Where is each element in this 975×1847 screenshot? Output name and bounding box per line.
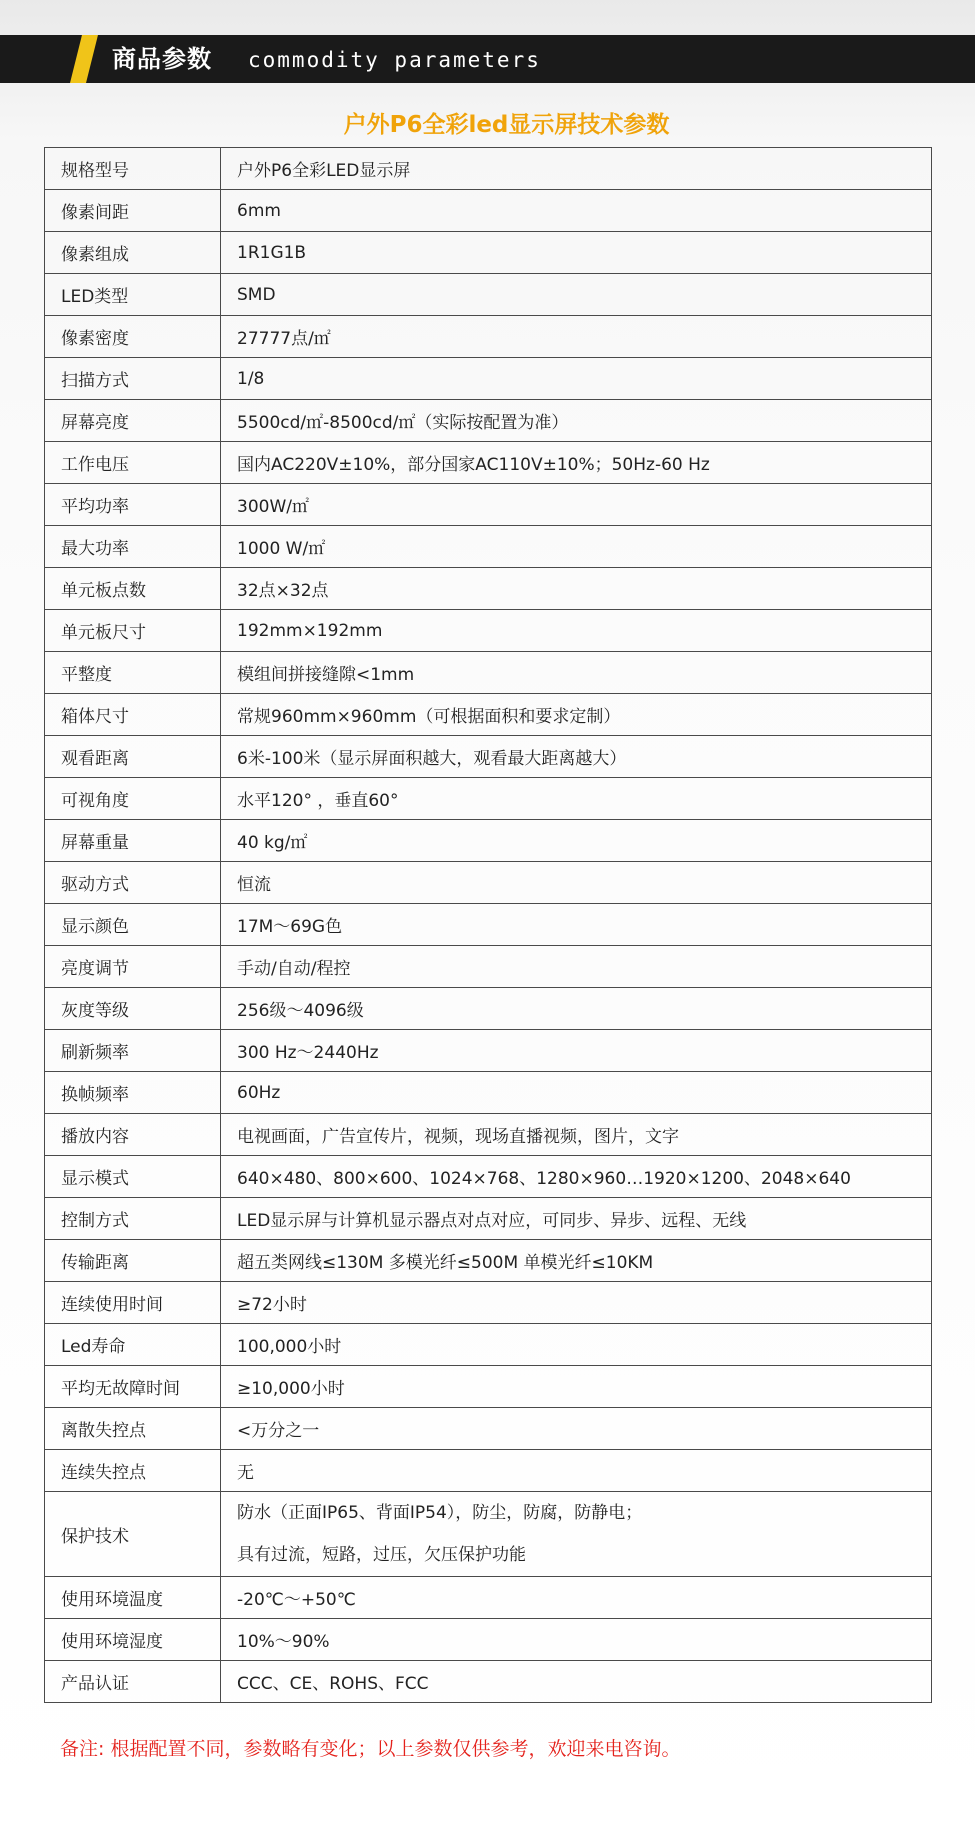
- spec-label: 连续使用时间: [45, 1282, 221, 1324]
- spec-label: 离散失控点: [45, 1408, 221, 1450]
- spec-label: 观看距离: [45, 736, 221, 778]
- spec-value: SMD: [221, 274, 932, 316]
- spec-label: 平均无故障时间: [45, 1366, 221, 1408]
- spec-label: 连续失控点: [45, 1450, 221, 1492]
- table-row: [45, 946, 932, 988]
- spec-value: 300W/㎡: [221, 484, 932, 526]
- spec-value: 手动/自动/程控: [221, 946, 932, 988]
- document-title: 户外P6全彩led显示屏技术参数: [343, 112, 670, 138]
- spec-value: CCC、CE、ROHS、FCC: [221, 1661, 932, 1703]
- table-row: [45, 568, 932, 610]
- spec-label: 保护技术: [45, 1492, 221, 1577]
- spec-table: [44, 147, 932, 1703]
- table-row: [45, 694, 932, 736]
- table-row: [45, 1408, 932, 1450]
- spec-label: 箱体尺寸: [45, 694, 221, 736]
- table-row: [45, 1072, 932, 1114]
- spec-value: 无: [221, 1450, 932, 1492]
- header-accent-stripe: [70, 35, 98, 83]
- table-row: [45, 148, 932, 190]
- header-title-cn: 商品参数: [112, 45, 212, 73]
- spec-label: LED类型: [45, 274, 221, 316]
- spec-value: 5500cd/㎡-8500cd/㎡（实际按配置为准）: [221, 400, 932, 442]
- spec-label: 屏幕重量: [45, 820, 221, 862]
- footnote: 备注: 根据配置不同，参数略有变化；以上参数仅供参考，欢迎来电咨询。: [60, 1738, 681, 1760]
- spec-value: 60Hz: [221, 1072, 932, 1114]
- protection-line-1: 防水（正面IP65、背面IP54），防尘，防腐，防静电；: [237, 1503, 643, 1523]
- spec-value: 水平120° ，垂直60°: [221, 778, 932, 820]
- spec-label: 最大功率: [45, 526, 221, 568]
- spec-value: LED显示屏与计算机显示器点对点对应，可同步、异步、远程、无线: [221, 1198, 932, 1240]
- table-row: [45, 1030, 932, 1072]
- spec-label: 屏幕亮度: [45, 400, 221, 442]
- spec-value: 256级～4096级: [221, 988, 932, 1030]
- spec-value: ≥10,000小时: [221, 1366, 932, 1408]
- spec-value: 10%～90%: [221, 1619, 932, 1661]
- spec-value: 192mm×192mm: [221, 610, 932, 652]
- spec-label: 平整度: [45, 652, 221, 694]
- spec-label: 工作电压: [45, 442, 221, 484]
- spec-label: 使用环境温度: [45, 1577, 221, 1619]
- header-bar: [0, 35, 975, 83]
- table-row: [45, 862, 932, 904]
- spec-label: 规格型号: [45, 148, 221, 190]
- table-row: [45, 190, 932, 232]
- spec-value: 27777点/㎡: [221, 316, 932, 358]
- header-title-en: commodity parameters: [248, 48, 541, 72]
- spec-label: 单元板点数: [45, 568, 221, 610]
- table-row: [45, 778, 932, 820]
- table-row: [45, 484, 932, 526]
- spec-value: -20℃～+50℃: [221, 1577, 932, 1619]
- spec-table-body: [45, 148, 932, 1703]
- spec-value: <万分之一: [221, 1408, 932, 1450]
- table-row: [45, 1366, 932, 1408]
- table-row: [45, 820, 932, 862]
- spec-value: 100,000小时: [221, 1324, 932, 1366]
- table-row: [45, 1240, 932, 1282]
- spec-value: 17M～69G色: [221, 904, 932, 946]
- spec-value: 恒流: [221, 862, 932, 904]
- spec-label: 传输距离: [45, 1240, 221, 1282]
- spec-value: 32点×32点: [221, 568, 932, 610]
- spec-label: Led寿命: [45, 1324, 221, 1366]
- spec-label: 灰度等级: [45, 988, 221, 1030]
- table-row: [45, 652, 932, 694]
- spec-value: 1R1G1B: [221, 232, 932, 274]
- table-row: [45, 1282, 932, 1324]
- spec-label: 扫描方式: [45, 358, 221, 400]
- spec-label: 显示模式: [45, 1156, 221, 1198]
- spec-label: 播放内容: [45, 1114, 221, 1156]
- spec-label: 像素组成: [45, 232, 221, 274]
- spec-value: 6米-100米（显示屏面积越大，观看最大距离越大）: [221, 736, 932, 778]
- table-row: [45, 1324, 932, 1366]
- table-row: [45, 358, 932, 400]
- spec-label: 像素密度: [45, 316, 221, 358]
- table-row-protection: [45, 1492, 932, 1577]
- spec-value: 1000 W/㎡: [221, 526, 932, 568]
- spec-value: 常规960mm×960mm（可根据面积和要求定制）: [221, 694, 932, 736]
- spec-label: 亮度调节: [45, 946, 221, 988]
- spec-label: 显示颜色: [45, 904, 221, 946]
- table-row: [45, 274, 932, 316]
- spec-label: 产品认证: [45, 1661, 221, 1703]
- table-row: [45, 400, 932, 442]
- spec-label: 控制方式: [45, 1198, 221, 1240]
- table-row: [45, 610, 932, 652]
- table-row: [45, 232, 932, 274]
- table-row: [45, 904, 932, 946]
- spec-value: 40 kg/㎡: [221, 820, 932, 862]
- spec-label: 换帧频率: [45, 1072, 221, 1114]
- spec-value: 户外P6全彩LED显示屏: [221, 148, 932, 190]
- spec-label: 使用环境湿度: [45, 1619, 221, 1661]
- table-row: [45, 1577, 932, 1619]
- spec-label: 刷新频率: [45, 1030, 221, 1072]
- protection-line-2: 具有过流，短路，过压，欠压保护功能: [237, 1545, 526, 1565]
- spec-value: 300 Hz～2440Hz: [221, 1030, 932, 1072]
- spec-value: ≥72小时: [221, 1282, 932, 1324]
- spec-label: 平均功率: [45, 484, 221, 526]
- table-row: [45, 442, 932, 484]
- spec-value: 1/8: [221, 358, 932, 400]
- spec-label: 单元板尺寸: [45, 610, 221, 652]
- spec-label: 驱动方式: [45, 862, 221, 904]
- spec-value: 电视画面，广告宣传片，视频，现场直播视频，图片，文字: [221, 1114, 932, 1156]
- spec-value: 国内AC220V±10%，部分国家AC110V±10%；50Hz-60 Hz: [221, 442, 932, 484]
- table-row: [45, 1661, 932, 1703]
- spec-value: 模组间拼接缝隙<1mm: [221, 652, 932, 694]
- table-row: [45, 1156, 932, 1198]
- table-row: [45, 526, 932, 568]
- spec-label: 像素间距: [45, 190, 221, 232]
- table-row: [45, 1114, 932, 1156]
- spec-value: 640×480、800×600、1024×768、1280×960…1920×1200、2048×640: [221, 1156, 932, 1198]
- table-row: [45, 1619, 932, 1661]
- table-row: [45, 736, 932, 778]
- spec-label: 可视角度: [45, 778, 221, 820]
- table-row: [45, 1198, 932, 1240]
- spec-value: [221, 1492, 932, 1577]
- table-row: [45, 988, 932, 1030]
- spec-value: 超五类网线≤130M 多模光纤≤500M 单模光纤≤10KM: [221, 1240, 932, 1282]
- spec-value: 6mm: [221, 190, 932, 232]
- table-row: [45, 316, 932, 358]
- table-row: [45, 1450, 932, 1492]
